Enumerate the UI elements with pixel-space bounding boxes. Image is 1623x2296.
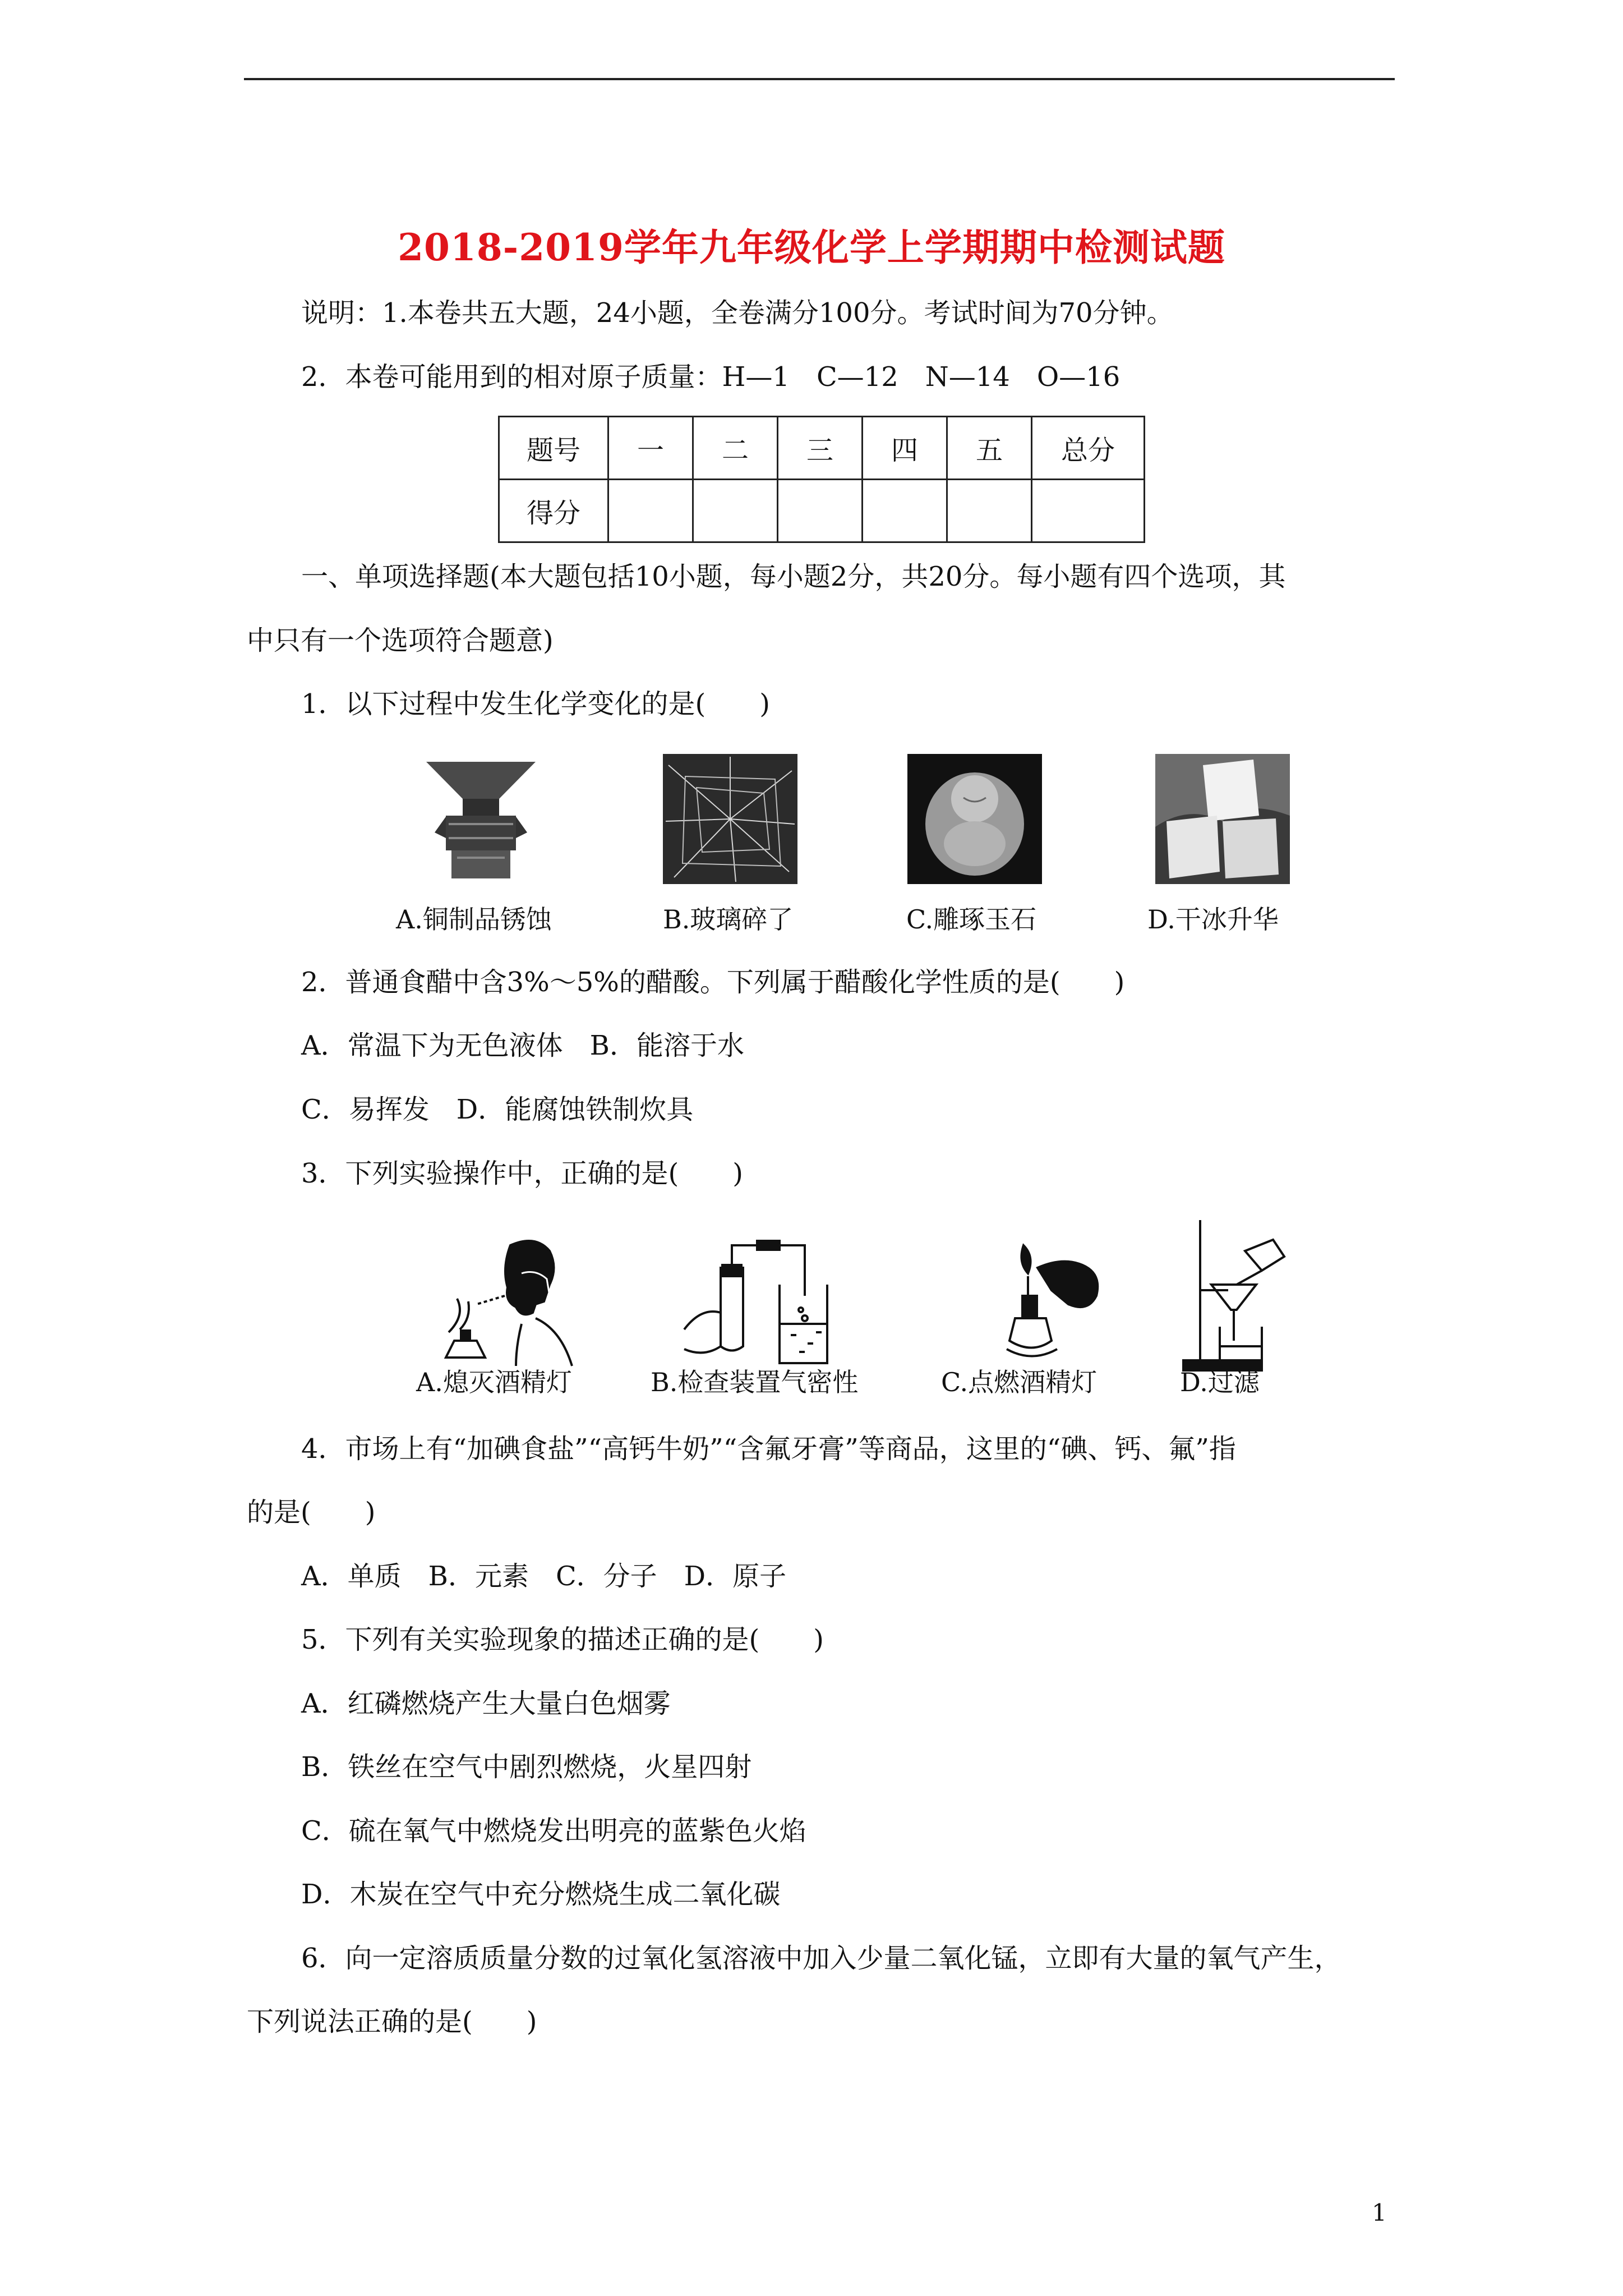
bronze-vessel-photo [415,754,547,884]
shattered-glass-photo [663,754,797,884]
score-cell-5: 五 [947,417,1032,480]
q1-option-d: D.干冰升华 [1147,904,1279,935]
q5-stem: 5．下列有关实验现象的描述正确的是( ) [301,1624,824,1655]
q3-option-a: A.熄灭酒精灯 [416,1367,572,1397]
q1-option-b: B.玻璃碎了 [663,904,794,935]
q4-stem-a: 4．市场上有“加碘食盐”“高钙牛奶”“含氟牙膏”等商品，这里的“碘、钙、氟”指 [301,1433,1236,1465]
q3-option-d: D.过滤 [1180,1367,1260,1397]
q6-stem-b: 下列说法正确的是( ) [247,2006,537,2037]
score-input-total[interactable] [1032,480,1145,542]
q3-stem: 3．下列实验操作中，正确的是( ) [301,1158,743,1189]
q4-options: A．单质 B．元素 C．分子 D．原子 [301,1561,787,1592]
score-cell-total: 总分 [1032,417,1145,480]
q5-option-a: A．红磷燃烧产生大量白色烟雾 [301,1688,671,1719]
score-cell-label: 题号 [499,417,608,480]
score-row-label: 得分 [499,480,608,542]
page-number: 1 [1372,2199,1387,2226]
score-input-5[interactable] [947,480,1032,542]
page-title: 2018-2019学年九年级化学上学期期中检测试题 [398,226,1225,269]
q3-option-c: C.点燃酒精灯 [941,1367,1098,1397]
score-cell-2: 二 [693,417,778,480]
score-table-header-row [499,417,1145,480]
q5-option-b: B．铁丝在空气中剧烈燃烧，火星四射 [301,1751,752,1783]
intro-line-1: 说明：1.本卷共五大题，24小题，全卷满分100分。考试时间为70分钟。 [301,297,1174,329]
q5-option-c: C．硫在氧气中燃烧发出明亮的蓝紫色火焰 [301,1815,806,1847]
score-input-4[interactable] [863,480,947,542]
filtration-illustration [1178,1217,1290,1374]
q4-stem-b: 的是( ) [247,1497,376,1528]
dry-ice-photo [1155,754,1290,884]
q2-stem: 2．普通食醋中含3%～5%的醋酸。下列属于醋酸化学性质的是( ) [301,967,1125,998]
section1-heading-b: 中只有一个选项符合题意) [247,625,554,656]
score-cell-4: 四 [863,417,947,480]
light-lamp-illustration [984,1234,1108,1369]
q2-options-ab: A．常温下为无色液体 B．能溶于水 [301,1030,744,1061]
score-input-2[interactable] [693,480,778,542]
q2-options-cd: C．易挥发 D．能腐蚀铁制炊具 [301,1094,694,1125]
section1-heading-a: 一、单项选择题(本大题包括10小题，每小题2分，共20分。每小题有四个选项，其 [301,561,1286,592]
jade-carving-photo [907,754,1042,884]
intro-line-2: 2．本卷可能用到的相对原子质量：H—1 C—12 N—14 O—16 [301,361,1121,393]
blow-out-lamp-illustration [437,1234,578,1369]
q1-option-a: A.铜制品锈蚀 [396,904,552,935]
score-table-score-row [499,480,1145,542]
q6-stem-a: 6．向一定溶质质量分数的过氧化氢溶液中加入少量二氧化锰，立即有大量的氧气产生， [301,1943,1341,1974]
score-cell-3: 三 [778,417,863,480]
q1-option-c: C.雕琢玉石 [906,904,1037,935]
q3-option-b: B.检查装置气密性 [651,1367,859,1397]
airtightness-check-illustration [679,1234,830,1369]
header-rule [244,78,1395,80]
q1-stem: 1．以下过程中发生化学变化的是( ) [301,688,770,720]
q5-option-d: D．木炭在空气中充分燃烧生成二氧化碳 [301,1879,781,1910]
score-cell-1: 一 [608,417,693,480]
score-input-3[interactable] [778,480,863,542]
score-table [498,416,1145,543]
score-input-1[interactable] [608,480,693,542]
